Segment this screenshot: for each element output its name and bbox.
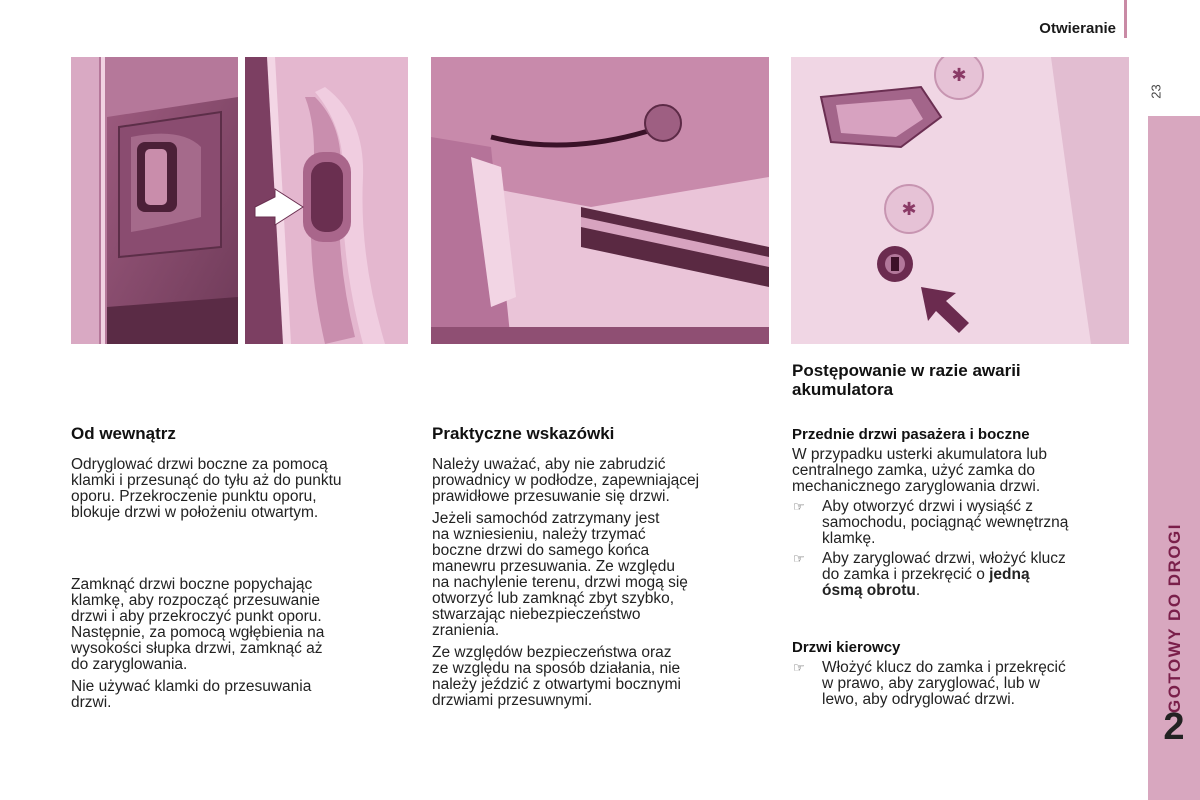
text-line: lewo, aby odryglować drzwi. [822, 691, 1015, 708]
text-line: boczne drzwi do samego końca [432, 542, 650, 559]
chapter-title-text: GOTOWY DO DROGI [1165, 523, 1184, 713]
text-line: Aby zaryglować drzwi, włożyć klucz [822, 550, 1066, 567]
text-line: ze względu na sposób działania, nie [432, 660, 681, 677]
sliding-door-rail-illustration [431, 57, 769, 344]
text-line: Nie używać klamki do przesuwania [71, 678, 312, 695]
text-line: samochodu, pociągnąć wewnętrzną [822, 514, 1069, 531]
text-line: Włożyć klucz do zamka i przekręcić [822, 659, 1066, 676]
text-line: drzwi. [71, 694, 112, 711]
text-line: stwarzając niebezpieczeństwo [432, 606, 641, 623]
column-awaria-akumulatora [792, 361, 1142, 708]
text-line: klamkę. [822, 530, 876, 547]
text-line: blokuje drzwi w położeniu otwartym. [71, 504, 319, 521]
col1-para1 [71, 457, 416, 521]
column-praktyczne-wskazowki [432, 424, 777, 709]
text-line: na wzniesieniu, należy trzymać [432, 526, 646, 543]
heading-od-wewnatrz: Od wewnątrz [71, 424, 176, 443]
svg-text:✱: ✱ [951, 65, 967, 86]
heading-praktyczne-wskazowki: Praktyczne wskazówki [432, 424, 615, 443]
col2-para1 [432, 457, 777, 505]
bold-text: jedną [989, 566, 1030, 583]
text-line: Zamknąć drzwi boczne popychając [71, 576, 313, 593]
text-line: Jeżeli samochód zatrzymany jest [432, 510, 660, 527]
col1-para2 [71, 577, 416, 673]
page-number: 23 [1148, 84, 1164, 99]
chapter-number: 2 [1163, 706, 1185, 748]
text-line: do zamka i przekręcić o [822, 566, 985, 583]
bold-text: ósmą obrotu [822, 582, 916, 599]
text-line: W przypadku usterki akumulatora lub [792, 446, 1048, 463]
text-line: manewru przesuwania. Ze względu [432, 558, 675, 575]
text-line: otworzyć lub zamknąć zbyt szybko, [432, 590, 675, 607]
text-line: Ze względów bezpieczeństwa oraz [432, 644, 672, 661]
col3-para1 [792, 447, 1142, 495]
text-line: prawidłowe przesuwanie się drzwi. [432, 488, 670, 505]
svg-text:✱: ✱ [901, 199, 917, 220]
col2-para2 [432, 511, 777, 639]
text-line: drzwiami przesuwnymi. [432, 692, 593, 709]
heading-line: Postępowanie w razie awarii [792, 361, 1021, 380]
chapter-title [1151, 523, 1199, 713]
col1-para3 [71, 679, 416, 711]
text-line: na nachylenie terenu, drzwi mogą się [432, 574, 688, 591]
col2-para3 [432, 645, 777, 709]
text-line: drzwi i aby przekroczyć punkt oporu. [71, 608, 322, 625]
text-punct: . [915, 582, 921, 599]
bullet-driver-door [792, 660, 1142, 708]
text-line: klamki i przesunąć do tyłu aż do punktu [71, 472, 342, 489]
text-line: oporu. Przekroczenie punktu oporu, [71, 488, 317, 505]
text-line: należy jeździć z otwartymi bocznymi [432, 676, 681, 693]
pointing-hand-icon: ☞ [793, 660, 805, 675]
pointing-hand-icon: ☞ [793, 551, 805, 566]
text-line: mechanicznego zaryglowania drzwi. [792, 478, 1041, 495]
text-line: klamkę, aby rozpocząć przesuwanie [71, 592, 320, 609]
text-line: Aby otworzyć drzwi i wysiąść z [822, 498, 1034, 515]
section-title: Otwieranie [1039, 20, 1116, 37]
text-line: Należy uważać, aby nie zabrudzić [432, 456, 666, 473]
bullet-lock-door [792, 551, 1142, 599]
bullet-open-door [792, 499, 1142, 547]
interior-door-handle-illustration [71, 57, 238, 344]
header-rule [1124, 0, 1127, 38]
text-line: wysokości słupka drzwi, zamknąć aż [71, 640, 323, 657]
text-line: Następnie, za pomocą wgłębienia na [71, 624, 325, 641]
heading-awaria-akumulatora [792, 361, 1142, 399]
text-line: Odryglować drzwi boczne za pomocą [71, 456, 328, 473]
heading-line: akumulatora [792, 380, 894, 399]
sliding-door-handle-illustration [245, 57, 408, 344]
pointing-hand-icon: ☞ [793, 499, 805, 514]
text-line: do zaryglowania. [71, 656, 188, 673]
text-line: w prawo, aby zaryglować, lub w [822, 675, 1040, 692]
column-od-wewnatrz [71, 424, 416, 711]
text-line: zranienia. [432, 622, 500, 639]
subheading-drzwi-kierowcy: Drzwi kierowcy [792, 639, 901, 656]
text-line: centralnego zamka, użyć zamka do [792, 462, 1035, 479]
text-line: prowadnicy w podłodze, zapewniającej [432, 472, 700, 489]
subheading-przednie-drzwi: Przednie drzwi pasażera i boczne [792, 426, 1030, 443]
door-lock-keyhole-illustration [791, 57, 1129, 344]
